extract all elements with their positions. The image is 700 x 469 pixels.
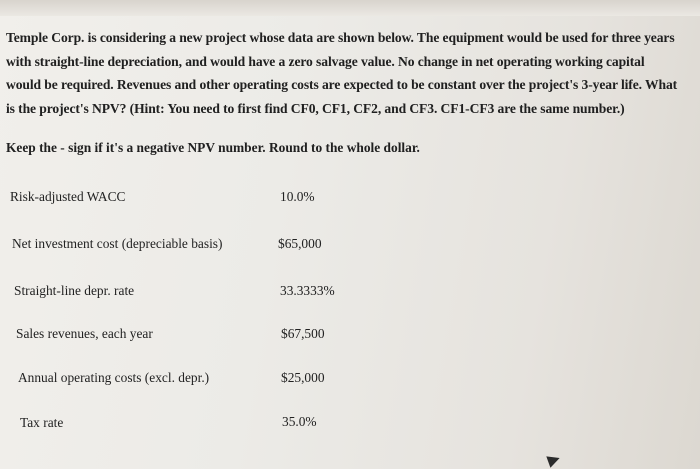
value-tax-rate: 35.0% <box>282 414 317 429</box>
label-tax-rate: Tax rate <box>20 415 64 430</box>
value-net-investment-cost: $65,000 <box>278 236 322 251</box>
label-sales-revenues: Sales revenues, each year <box>16 326 153 341</box>
value-annual-operating-costs: $25,000 <box>281 370 325 385</box>
question-text <box>6 26 696 120</box>
question-line: with straight-line depreciation, and would have a zero salvage value. No change in net operating working capital <box>6 53 645 69</box>
label-net-investment-cost: Net investment cost (depreciable basis) <box>12 236 223 251</box>
value-risk-adjusted-wacc: 10.0% <box>280 189 315 204</box>
label-risk-adjusted-wacc: Risk-adjusted WACC <box>10 189 126 204</box>
value-straight-line-depr-rate: 33.3333% <box>280 283 335 298</box>
instruction-text: Keep the - sign if it's a negative NPV number. Round to the whole dollar. <box>6 140 420 155</box>
question-line: is the project's NPV? (Hint: You need to first find CF0, CF1, CF2, and CF3. CF1-CF3 are the same number.) <box>6 100 625 116</box>
screen-top-edge <box>0 0 700 16</box>
label-annual-operating-costs: Annual operating costs (excl. depr.) <box>18 370 210 385</box>
question-line: would be required. Revenues and other operating costs are expected to be constant over the project's 3-year life. What <box>6 77 678 92</box>
value-sales-revenues: $67,500 <box>281 326 325 341</box>
question-line: Temple Corp. is considering a new project whose data are shown below. The equipment would be used for three years <box>6 30 675 45</box>
label-straight-line-depr-rate: Straight-line depr. rate <box>14 283 135 298</box>
